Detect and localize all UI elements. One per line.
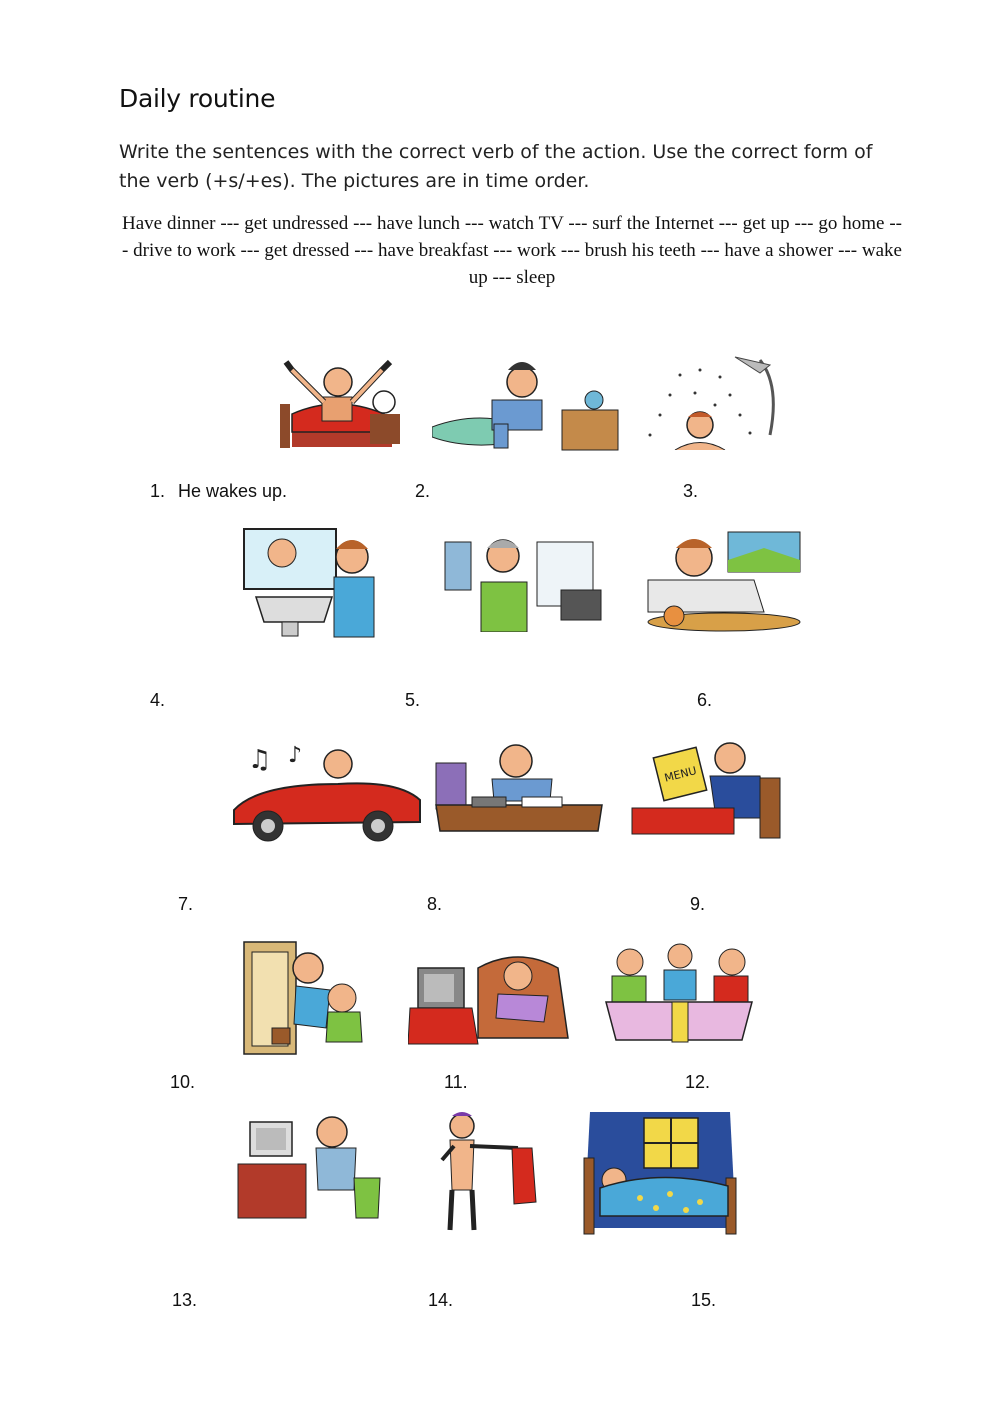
item-8-number: 8. [427,894,443,914]
watch-tv-picture [408,938,574,1050]
get-up-picture [432,352,622,452]
word-bank: Have dinner --- get undressed --- have lunch --- watch TV --- surf the Internet --- get up --- go home --- drive to work --- get dressed --- have breakfast --- work --- brush his teeth --- have a shower --- wake up --- sleep [122,213,902,288]
item-2-number: 2. [415,481,431,501]
item-10-number: 10. [170,1072,196,1092]
go-home-picture [242,938,392,1056]
item-14-number: 14. [428,1290,454,1310]
item-4-number: 4. [150,690,166,710]
shower-picture [640,355,790,450]
wake-up-picture [252,352,412,452]
item-12-number: 12. [685,1072,711,1092]
svg-text:♪: ♪ [288,743,303,768]
work-picture [432,735,608,839]
brush-teeth-picture [242,527,384,639]
item-5-number: 5. [405,690,421,710]
item-9-number: 9. [690,894,706,914]
breakfast-picture [644,530,802,632]
item-15-number: 15. [691,1290,717,1310]
item-11-number: 11. [444,1072,468,1092]
get-dressed-picture [441,532,609,632]
menu-sign: MENU [663,764,698,785]
sleep-picture [580,1108,740,1238]
item-6-number: 6. [697,690,713,710]
drive-to-work-picture [228,740,424,844]
surf-internet-picture [236,1108,384,1234]
item-13-number: 13. [172,1290,198,1310]
page-title: Daily routine [119,84,276,113]
item-1-answer[interactable]: He wakes up. [178,481,288,501]
item-1-number: 1. [150,481,166,501]
lunch-picture [630,738,788,842]
svg-text:♫: ♫ [248,745,272,775]
item-7-number: 7. [178,894,194,914]
item-3-number: 3. [683,481,699,501]
dinner-picture [596,940,762,1056]
instructions: Write the sentences with the correct verb of the action. Use the correct form of the verb (+s/+es). The pictures are in time order. [119,141,873,192]
get-undressed-picture [408,1110,544,1238]
